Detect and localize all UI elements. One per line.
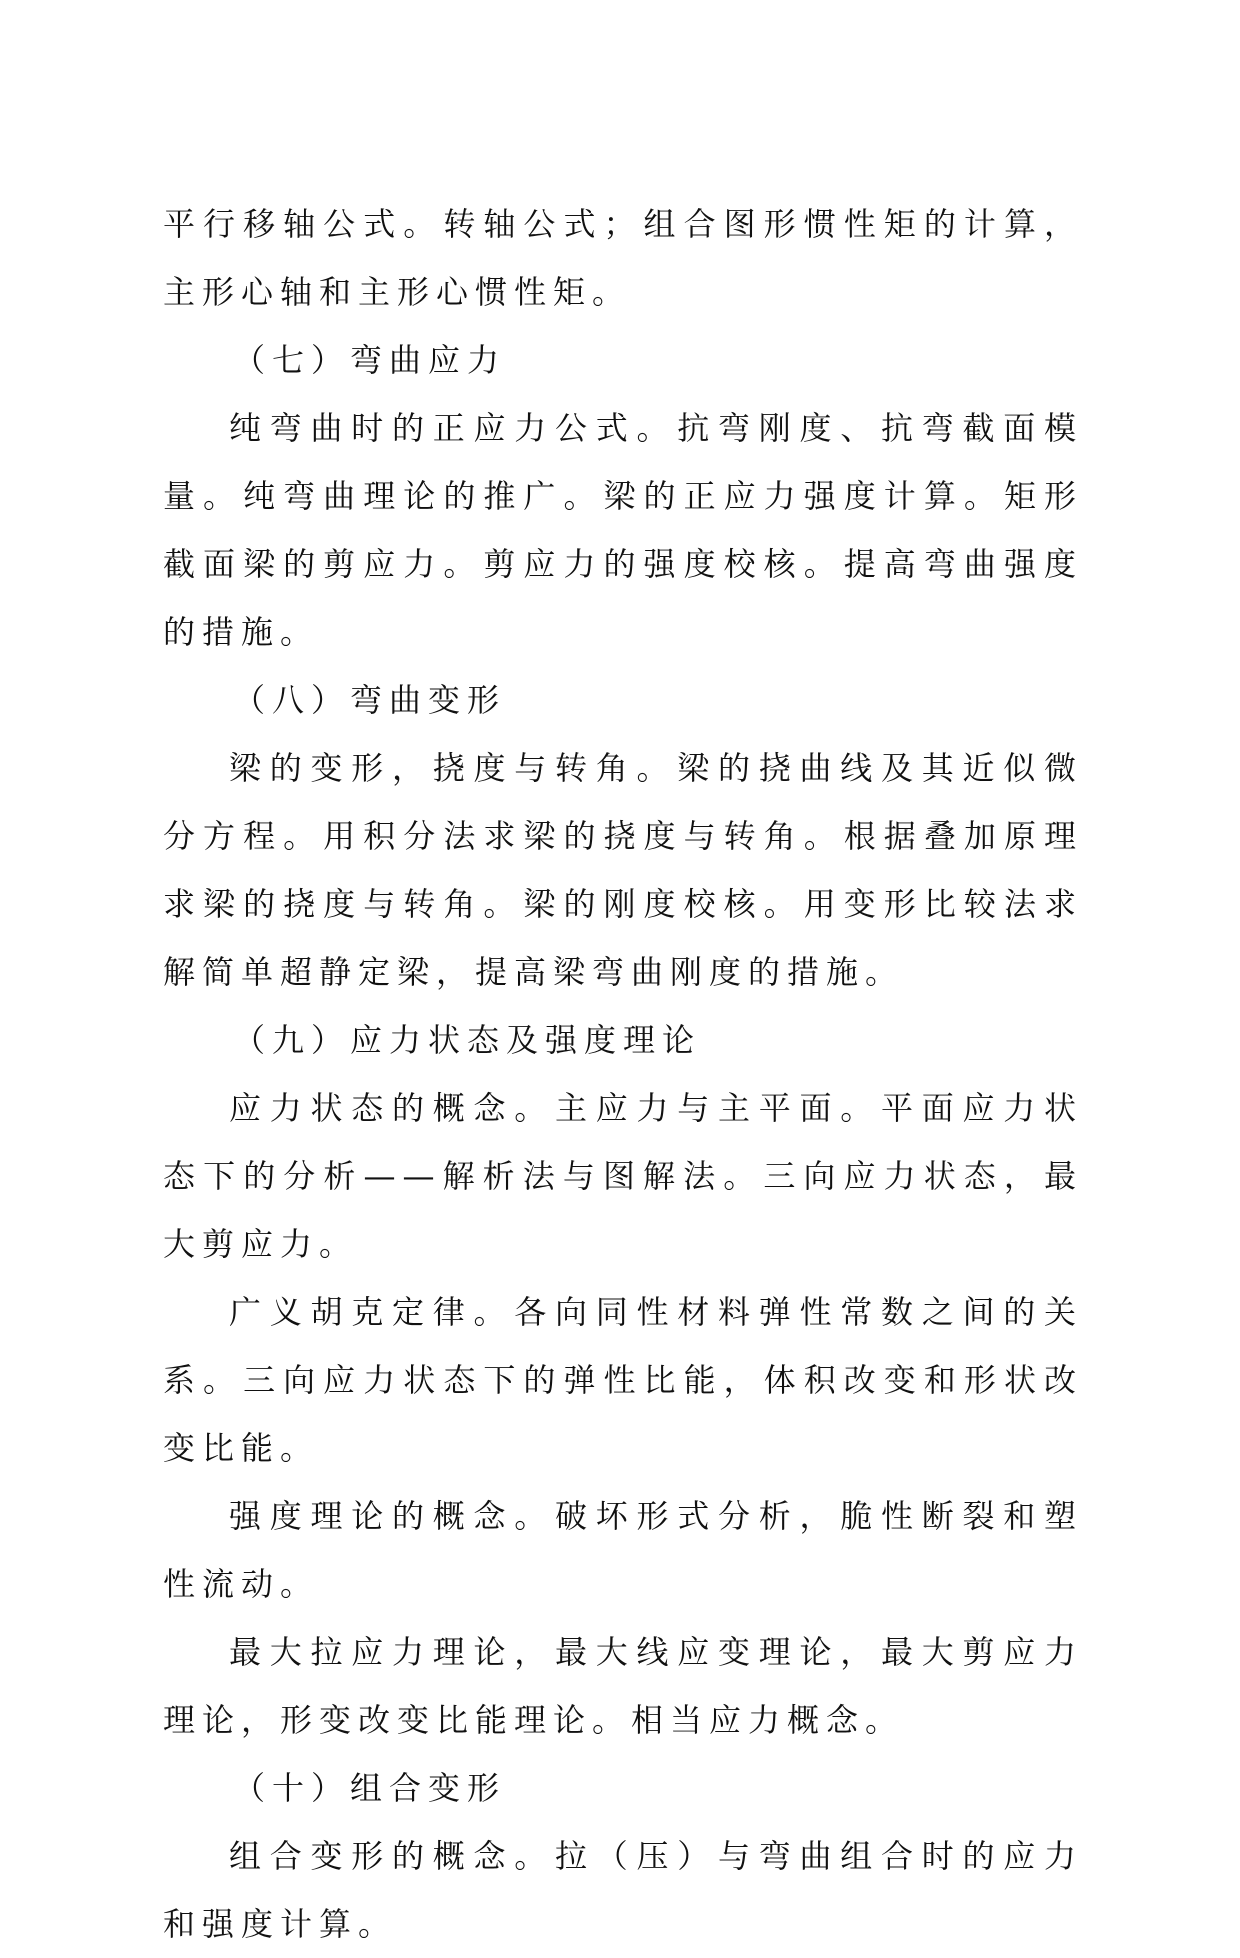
section-heading-bending-deformation: （八）弯曲变形 bbox=[233, 681, 507, 719]
section-heading-combined-deformation: （十）组合变形 bbox=[233, 1769, 507, 1807]
paragraph-bending-deformation: 梁的变形，挠度与转角。梁的挠曲线及其近似微分方程。用积分法求梁的挠度与转角。根据叠加原理求梁的挠度与转角。梁的刚度校核。用变形比较法求解简单超静定梁，提高梁弯曲刚度的措施。 bbox=[163, 749, 1083, 991]
paragraph-stress-state-concept: 应力状态的概念。主应力与主平面。平面应力状态下的分析——解析法与图解法。三向应力状态，最大剪应力。 bbox=[163, 1089, 1083, 1263]
section-heading-stress-state: （九）应力状态及强度理论 bbox=[233, 1021, 702, 1059]
section-heading-bending-stress: （七）弯曲应力 bbox=[233, 341, 507, 379]
document-body bbox=[163, 190, 1083, 1958]
paragraph-combined-deformation: 组合变形的概念。拉（压）与弯曲组合时的应力和强度计算。 bbox=[163, 1837, 1083, 1943]
paragraph-moment-of-inertia: 平行移轴公式。转轴公式；组合图形惯性矩的计算，主形心轴和主形心惯性矩。 bbox=[163, 205, 1083, 311]
paragraph-strength-theories: 最大拉应力理论，最大线应变理论，最大剪应力理论，形变改变比能理论。相当应力概念。 bbox=[163, 1633, 1083, 1739]
paragraph-strength-theory-concept: 强度理论的概念。破坏形式分析，脆性断裂和塑性流动。 bbox=[163, 1497, 1083, 1603]
paragraph-hooke-law: 广义胡克定律。各向同性材料弹性常数之间的关系。三向应力状态下的弹性比能，体积改变和形状改变比能。 bbox=[163, 1293, 1083, 1467]
paragraph-bending-stress: 纯弯曲时的正应力公式。抗弯刚度、抗弯截面模量。纯弯曲理论的推广。梁的正应力强度计算。矩形截面梁的剪应力。剪应力的强度校核。提高弯曲强度的措施。 bbox=[163, 409, 1083, 651]
